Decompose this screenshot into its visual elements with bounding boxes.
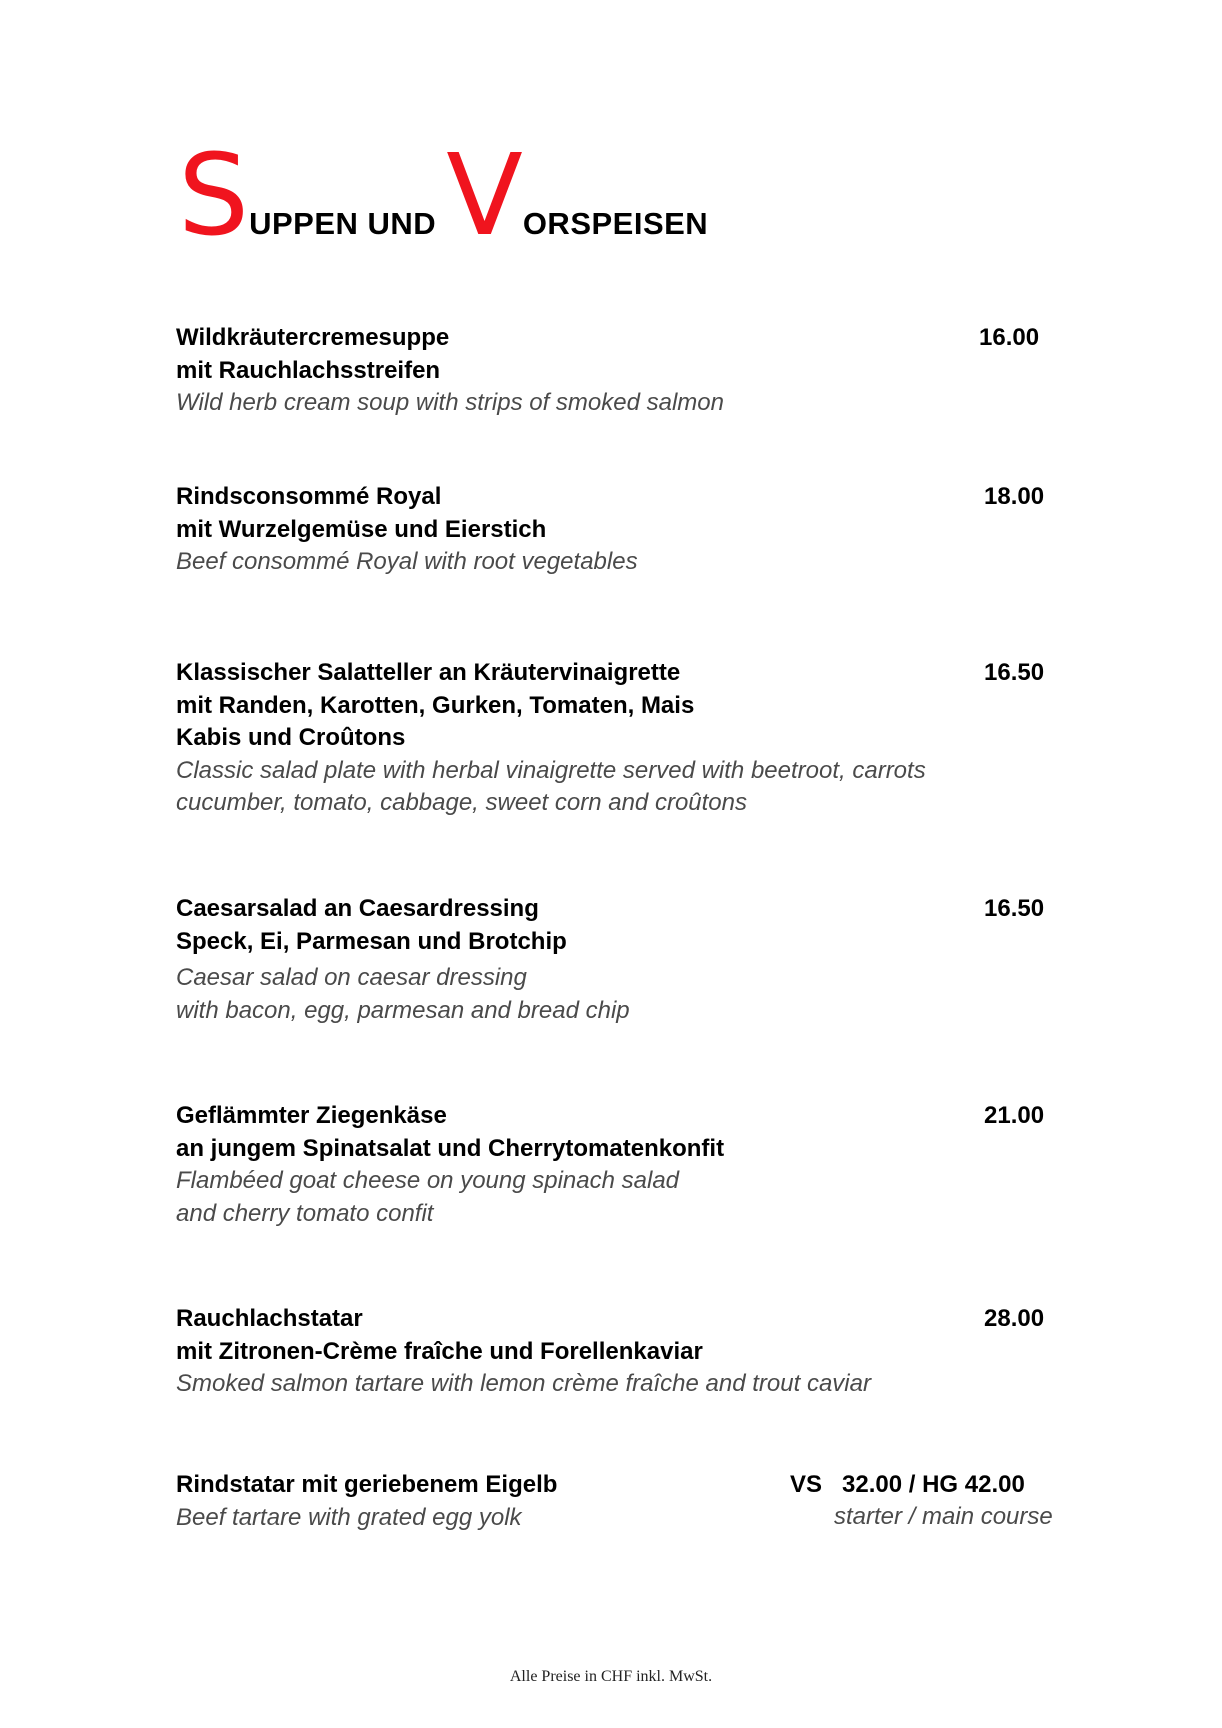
item-subtitle: mit Randen, Karotten, Gurken, Tomaten, Mais — [176, 691, 695, 719]
item-translation: Beef consommé Royal with root vegetables — [176, 548, 638, 575]
menu-item — [176, 481, 1076, 579]
item-translation: with bacon, egg, parmesan and bread chip — [176, 996, 630, 1024]
price-footnote: Alle Preise in CHF inkl. MwSt. — [509, 1668, 713, 1685]
item-subtitle: mit Zitronen-Crème fraîche und Forellenkaviar — [176, 1337, 703, 1365]
menu-item — [176, 1469, 776, 1534]
menu-item — [176, 1303, 1076, 1401]
item-translation: Wild herb cream soup with strips of smoked salmon — [176, 389, 724, 416]
item-subtitle: an jungem Spinatsalat und Cherrytomatenkonfit — [176, 1134, 725, 1162]
item-name: Rauchlachstatar — [176, 1305, 363, 1332]
item-subtitle: Kabis und Croûtons — [176, 724, 406, 751]
item-subtitle: mit Rauchlachsstreifen — [176, 356, 441, 384]
title-word-1: UPPEN UND — [249, 206, 437, 241]
item-translation: Beef tartare with grated egg yolk — [176, 1503, 522, 1531]
item-name: Geflämmter Ziegenkäse — [176, 1102, 447, 1129]
item-price: 16.50 — [984, 895, 1045, 922]
item-price: VS 32.00 / HG 42.00 — [790, 1471, 1025, 1498]
item-price: 16.50 — [984, 659, 1045, 686]
menu-item — [176, 657, 1076, 820]
item-price: 16.00 — [979, 324, 1040, 351]
item-name: Rindsconsommé Royal — [176, 483, 442, 510]
item-price-note: starter / main course — [834, 1503, 1053, 1530]
item-translation: Classic salad plate with herbal vinaigrette served with beetroot, carrots — [176, 756, 926, 784]
title-word-2: ORSPEISEN — [522, 206, 709, 241]
item-translation: and cherry tomato confit — [176, 1199, 434, 1227]
item-price: 21.00 — [984, 1102, 1045, 1129]
menu-item — [176, 1100, 1076, 1230]
menu-item — [176, 322, 1076, 420]
title-initial-v: V — [446, 131, 523, 261]
page-title — [178, 131, 709, 261]
item-translation: cucumber, tomato, cabbage, sweet corn and croûtons — [176, 789, 747, 816]
item-name: Wildkräutercremesuppe — [176, 324, 450, 351]
item-translation: Caesar salad on caesar dressing — [176, 964, 527, 991]
item-name: Rindstatar mit geriebenem Eigelb — [176, 1471, 558, 1498]
item-name: Caesarsalad an Caesardressing — [176, 895, 539, 922]
item-subtitle: mit Wurzelgemüse und Eierstich — [176, 515, 547, 543]
item-translation: Flambéed goat cheese on young spinach salad — [176, 1167, 680, 1194]
item-subtitle: Speck, Ei, Parmesan und Brotchip — [176, 927, 567, 955]
item-price: 28.00 — [984, 1305, 1045, 1332]
title-initial-s: S — [178, 131, 250, 261]
menu-item — [176, 893, 1076, 1027]
item-name: Klassischer Salatteller an Kräutervinaigrette — [176, 659, 681, 686]
item-price: 18.00 — [984, 483, 1045, 510]
item-translation: Smoked salmon tartare with lemon crème fraîche and trout caviar — [176, 1370, 871, 1397]
